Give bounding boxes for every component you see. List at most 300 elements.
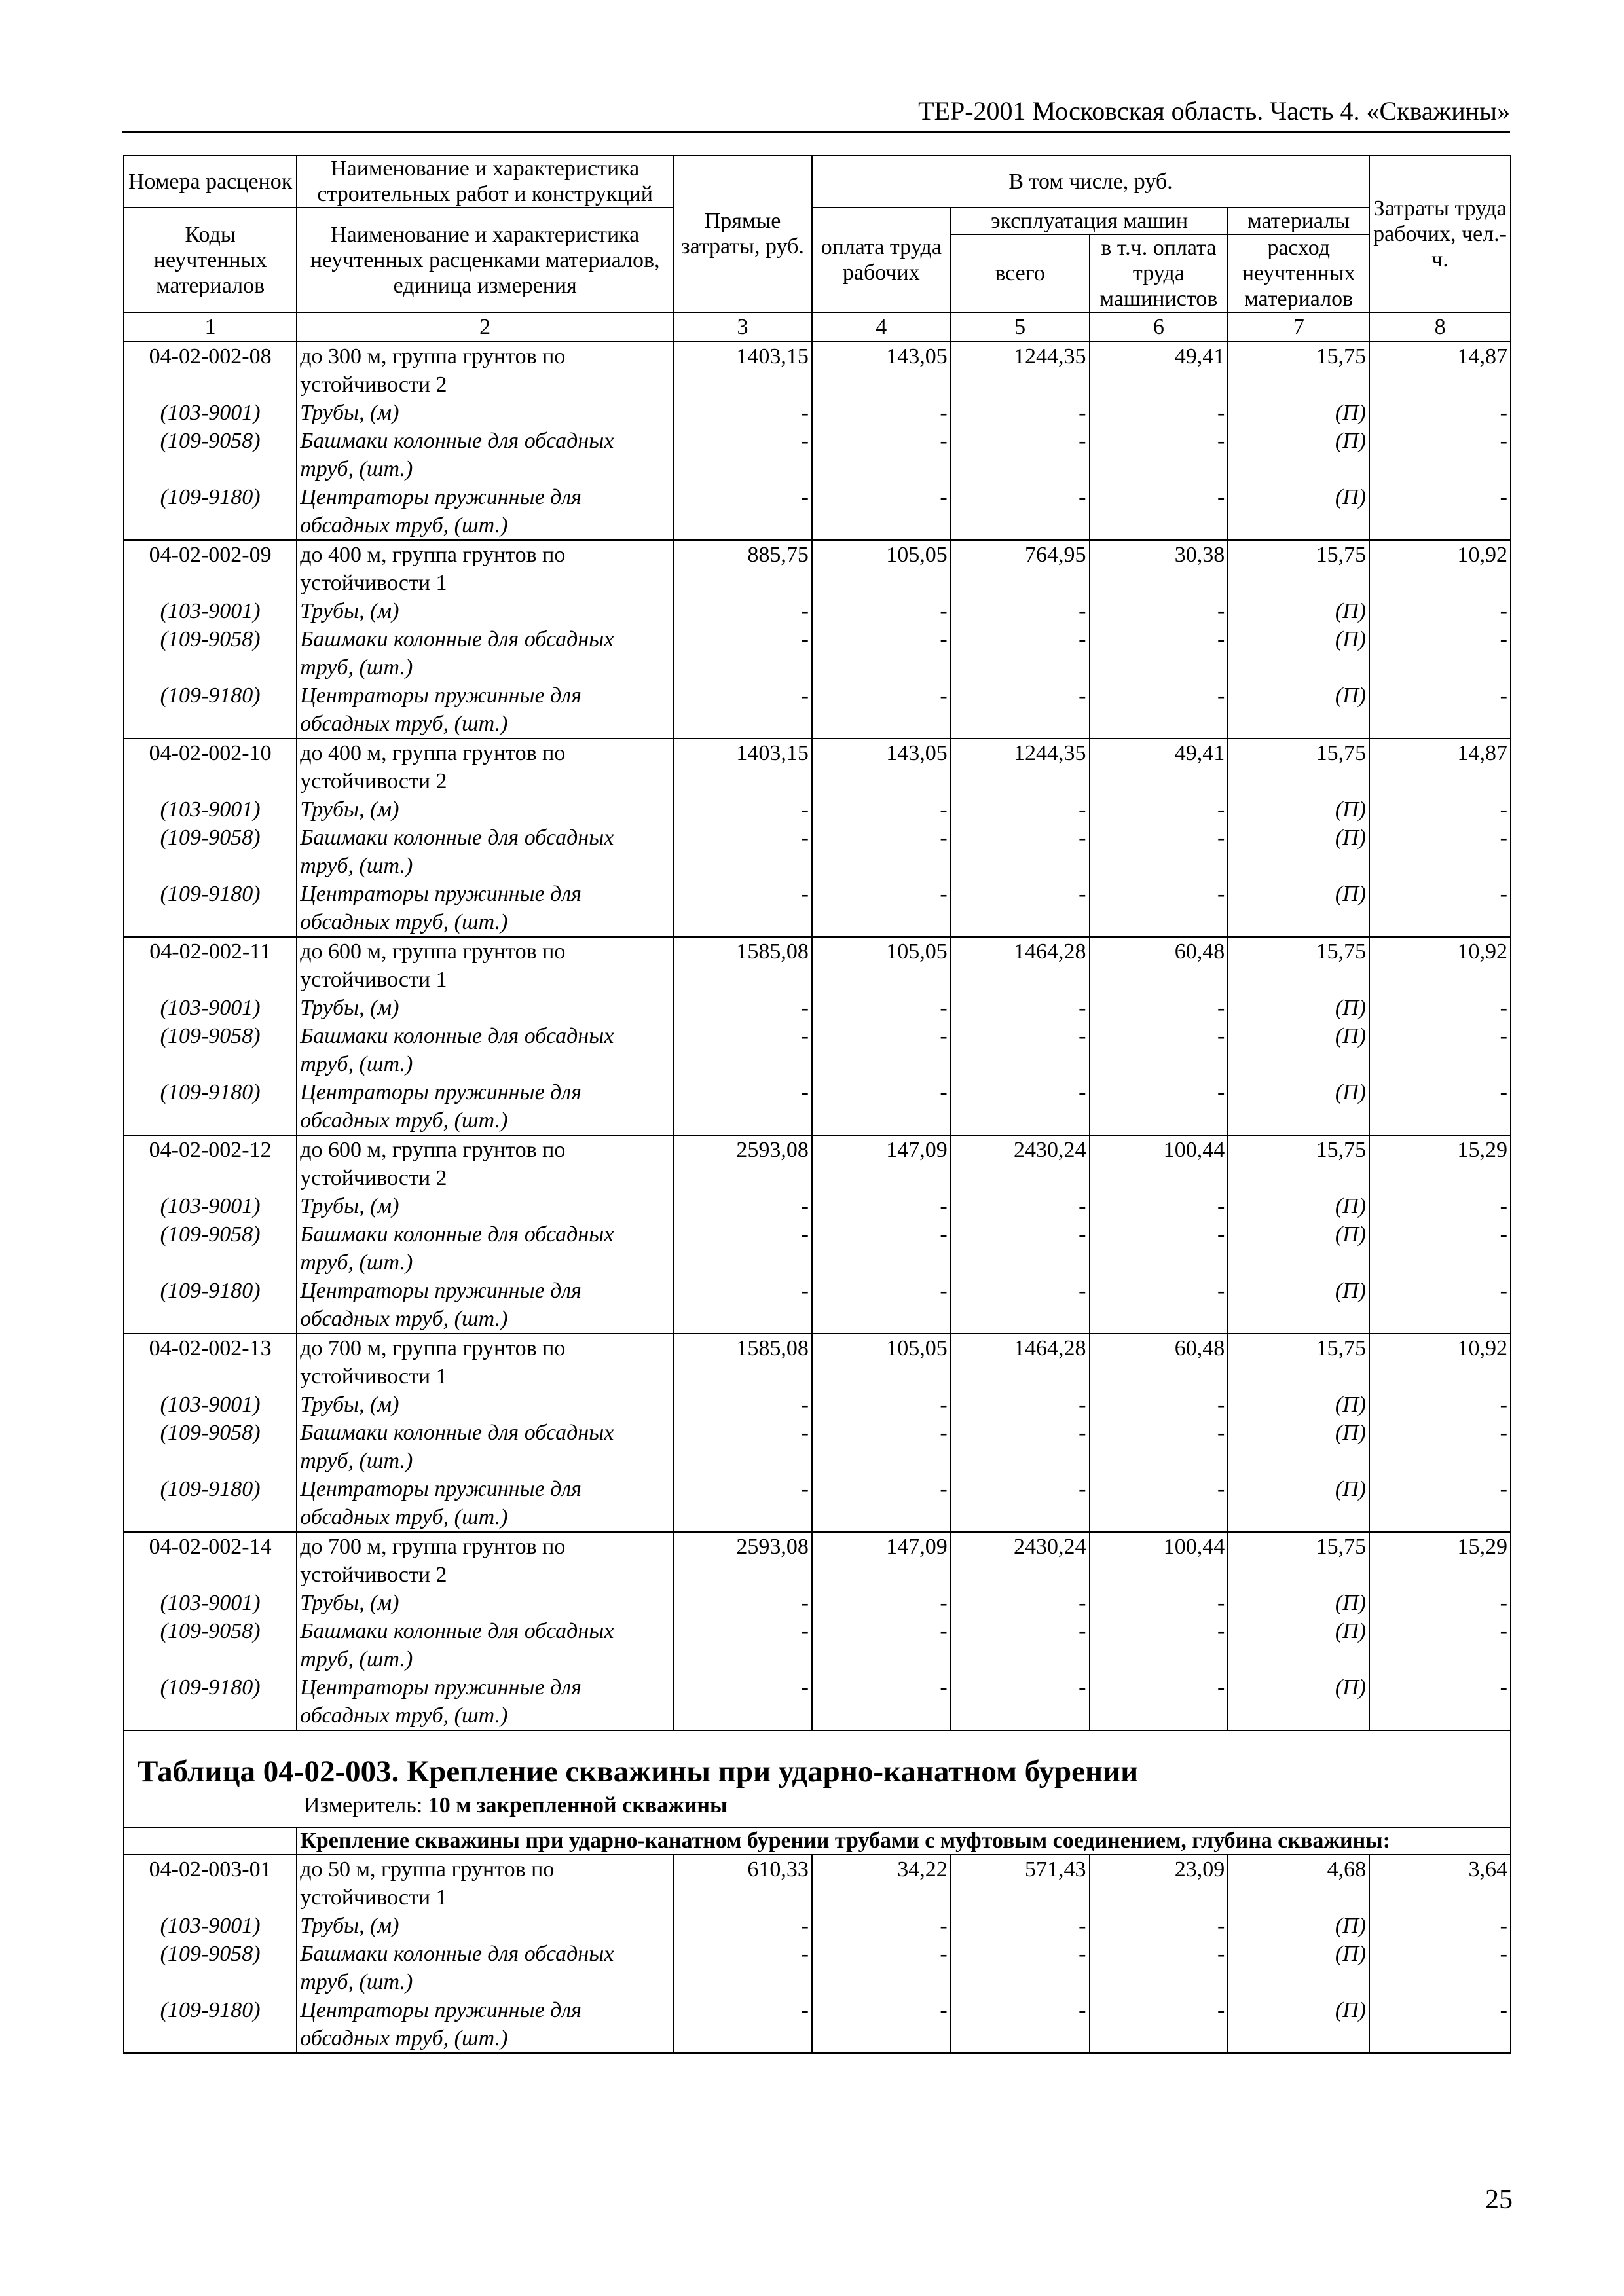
material-code: (103-9001): [124, 399, 297, 427]
direct-costs-value: 1403,15: [673, 342, 812, 399]
labor-costs-header: Затраты труда рабочих, чел.-ч.: [1369, 155, 1511, 312]
rate-code: 04-02-002-11: [124, 937, 297, 994]
column-numbers-row: [124, 312, 1511, 342]
material-marker: (П): [1228, 795, 1369, 824]
labor-costs-value: 10,92: [1369, 540, 1511, 597]
dash-cell: -: [951, 880, 1090, 937]
material-row: [124, 1277, 1511, 1334]
dash-cell: -: [1090, 399, 1228, 427]
column-number: 5: [951, 312, 1090, 342]
dash-cell: -: [1090, 1419, 1228, 1475]
dash-cell: -: [1369, 483, 1511, 540]
material-code: (109-9058): [124, 1419, 297, 1475]
workers-pay-value: 143,05: [812, 738, 951, 795]
material-name: Трубы, (м): [297, 399, 673, 427]
measure-value: 10 м закрепленной скважины: [428, 1793, 728, 1817]
operators-pay-value: 100,44: [1090, 1532, 1228, 1589]
dash-cell: -: [812, 1419, 951, 1475]
material-code: (109-9058): [124, 625, 297, 682]
dash-cell: -: [812, 1589, 951, 1617]
direct-costs-header: Прямые затраты, руб.: [673, 155, 812, 312]
dash-cell: -: [951, 1022, 1090, 1078]
material-name: Центраторы пружинные для обсадных труб, (шт.): [297, 682, 673, 738]
dash-cell: -: [951, 483, 1090, 540]
material-marker: (П): [1228, 1419, 1369, 1475]
table-title: Таблица 04-02-003. Крепление скважины при ударно-канатном бурении: [138, 1755, 1139, 1789]
material-name: Центраторы пружинные для обсадных труб, (шт.): [297, 1078, 673, 1135]
material-name: Башмаки колонные для обсадных труб, (шт.): [297, 1022, 673, 1078]
machine-operation-header: эксплуатация машин: [951, 208, 1228, 234]
dash-cell: -: [1090, 427, 1228, 483]
operators-pay-value: 100,44: [1090, 1135, 1228, 1192]
labor-costs-value: 14,87: [1369, 342, 1511, 399]
dash-cell: -: [673, 1589, 812, 1617]
rate-row: [124, 1532, 1511, 1589]
material-name: Трубы, (м): [297, 1192, 673, 1220]
dash-cell: -: [951, 399, 1090, 427]
dash-cell: -: [1090, 1617, 1228, 1673]
dash-cell: -: [951, 597, 1090, 625]
dash-cell: -: [1369, 1192, 1511, 1220]
dash-cell: -: [1090, 483, 1228, 540]
material-code: (109-9058): [124, 427, 297, 483]
material-row: [124, 1617, 1511, 1673]
rate-row: [124, 540, 1511, 597]
rate-name: до 300 м, группа грунтов по устойчивости 2: [297, 342, 673, 399]
materials-value: 15,75: [1228, 342, 1369, 399]
dash-cell: -: [1369, 399, 1511, 427]
dash-cell: -: [673, 1673, 812, 1730]
dash-cell: -: [812, 1078, 951, 1135]
dash-cell: -: [673, 1996, 812, 2053]
dash-cell: -: [1369, 880, 1511, 937]
material-code: (109-9180): [124, 1996, 297, 2053]
dash-cell: -: [1090, 1912, 1228, 1940]
dash-cell: -: [1369, 682, 1511, 738]
dash-cell: -: [1090, 824, 1228, 880]
dash-cell: -: [812, 625, 951, 682]
dash-cell: -: [812, 1475, 951, 1532]
material-marker: (П): [1228, 1996, 1369, 2053]
column-number: 7: [1228, 312, 1369, 342]
material-name: Трубы, (м): [297, 1589, 673, 1617]
dash-cell: -: [1090, 795, 1228, 824]
machines-total-value: 2430,24: [951, 1532, 1090, 1589]
material-marker: (П): [1228, 1022, 1369, 1078]
dash-cell: -: [812, 880, 951, 937]
material-marker: (П): [1228, 824, 1369, 880]
dash-cell: -: [1090, 1022, 1228, 1078]
dash-cell: -: [1369, 597, 1511, 625]
materials-header: материалы: [1228, 208, 1369, 234]
machines-total-value: 1464,28: [951, 937, 1090, 994]
material-row: [124, 597, 1511, 625]
dash-cell: -: [1369, 625, 1511, 682]
measure-label: Измеритель:: [304, 1793, 423, 1817]
material-code: (103-9001): [124, 1912, 297, 1940]
material-name: Трубы, (м): [297, 1391, 673, 1419]
dash-cell: -: [673, 795, 812, 824]
material-row: [124, 1391, 1511, 1419]
dash-cell: -: [812, 1022, 951, 1078]
rate-row: [124, 342, 1511, 399]
material-code: (109-9058): [124, 1022, 297, 1078]
dash-cell: -: [1090, 1996, 1228, 2053]
col1-bottom-header: Коды неучтенных материалов: [124, 208, 297, 312]
dash-cell: -: [951, 1673, 1090, 1730]
material-name: Трубы, (м): [297, 994, 673, 1022]
operators-pay-header: в т.ч. оплата труда машинистов: [1090, 234, 1228, 312]
material-marker: (П): [1228, 1475, 1369, 1532]
material-code: (103-9001): [124, 795, 297, 824]
dash-cell: -: [673, 1078, 812, 1135]
dash-cell: -: [673, 1475, 812, 1532]
material-row: [124, 682, 1511, 738]
material-row: [124, 1022, 1511, 1078]
material-row: [124, 880, 1511, 937]
material-row: [124, 427, 1511, 483]
material-name: Центраторы пружинные для обсадных труб, (шт.): [297, 880, 673, 937]
rate-name: до 600 м, группа грунтов по устойчивости 1: [297, 937, 673, 994]
material-code: (109-9058): [124, 1220, 297, 1277]
materials-value: 15,75: [1228, 1334, 1369, 1391]
material-marker: (П): [1228, 625, 1369, 682]
page-number: 25: [1485, 2185, 1513, 2215]
column-number: 3: [673, 312, 812, 342]
dash-cell: -: [673, 1912, 812, 1940]
rate-row: [124, 1855, 1511, 1912]
column-number: 1: [124, 312, 297, 342]
direct-costs-value: 610,33: [673, 1855, 812, 1912]
rate-code: 04-02-002-09: [124, 540, 297, 597]
material-code: (103-9001): [124, 994, 297, 1022]
material-marker: (П): [1228, 1940, 1369, 1996]
table-003-heading-row: [124, 1730, 1511, 1827]
machines-total-value: 764,95: [951, 540, 1090, 597]
material-code: (103-9001): [124, 1192, 297, 1220]
materials-value: 15,75: [1228, 937, 1369, 994]
dash-cell: -: [812, 994, 951, 1022]
dash-cell: -: [1369, 994, 1511, 1022]
rate-code: 04-02-003-01: [124, 1855, 297, 1912]
dash-cell: -: [1369, 1617, 1511, 1673]
dash-cell: -: [1369, 427, 1511, 483]
dash-cell: -: [1369, 1673, 1511, 1730]
dash-cell: -: [673, 427, 812, 483]
material-code: (109-9058): [124, 1940, 297, 1996]
header-row-1: [124, 155, 1511, 208]
material-code: (109-9180): [124, 1475, 297, 1532]
rate-code: 04-02-002-13: [124, 1334, 297, 1391]
material-marker: (П): [1228, 1277, 1369, 1334]
dash-cell: -: [951, 1277, 1090, 1334]
labor-costs-value: 14,87: [1369, 738, 1511, 795]
workers-pay-value: 105,05: [812, 540, 951, 597]
rate-code: 04-02-002-08: [124, 342, 297, 399]
dash-cell: -: [951, 1589, 1090, 1617]
material-row: [124, 483, 1511, 540]
machines-total-value: 1244,35: [951, 342, 1090, 399]
dash-cell: -: [1090, 1940, 1228, 1996]
material-name: Башмаки колонные для обсадных труб, (шт.): [297, 1617, 673, 1673]
material-marker: (П): [1228, 1192, 1369, 1220]
rate-code: 04-02-002-14: [124, 1532, 297, 1589]
rate-name: до 600 м, группа грунтов по устойчивости 2: [297, 1135, 673, 1192]
column-number: 2: [297, 312, 673, 342]
dash-cell: -: [1090, 682, 1228, 738]
dash-cell: -: [673, 597, 812, 625]
rate-name: до 700 м, группа грунтов по устойчивости 2: [297, 1532, 673, 1589]
materials-value: 15,75: [1228, 540, 1369, 597]
material-marker: (П): [1228, 1912, 1369, 1940]
material-name: Центраторы пружинные для обсадных труб, (шт.): [297, 1277, 673, 1334]
dash-cell: -: [951, 1912, 1090, 1940]
measure-line: [138, 1791, 1497, 1820]
dash-cell: -: [1369, 1475, 1511, 1532]
dash-cell: -: [1090, 1475, 1228, 1532]
dash-cell: -: [951, 1192, 1090, 1220]
material-row: [124, 1673, 1511, 1730]
material-row: [124, 1940, 1511, 1996]
machines-total-value: 1464,28: [951, 1334, 1090, 1391]
group-title: Крепление скважины при ударно-канатном бурении трубами с муфтовым соединением, глубина скважины:: [297, 1827, 1511, 1855]
direct-costs-value: 1585,08: [673, 1334, 812, 1391]
labor-costs-value: 10,92: [1369, 937, 1511, 994]
dash-cell: -: [951, 1419, 1090, 1475]
dash-cell: -: [673, 1022, 812, 1078]
dash-cell: -: [673, 1940, 812, 1996]
material-marker: (П): [1228, 1391, 1369, 1419]
material-marker: (П): [1228, 880, 1369, 937]
dash-cell: -: [812, 1617, 951, 1673]
dash-cell: -: [1090, 625, 1228, 682]
labor-costs-value: 15,29: [1369, 1532, 1511, 1589]
dash-cell: -: [673, 1391, 812, 1419]
dash-cell: -: [1090, 1391, 1228, 1419]
material-code: (109-9180): [124, 682, 297, 738]
material-row: [124, 1996, 1511, 2053]
material-row: [124, 1220, 1511, 1277]
dash-cell: -: [1090, 880, 1228, 937]
dash-cell: -: [1369, 1419, 1511, 1475]
material-marker: (П): [1228, 1078, 1369, 1135]
material-row: [124, 625, 1511, 682]
rate-code: 04-02-002-12: [124, 1135, 297, 1192]
workers-pay-value: 147,09: [812, 1532, 951, 1589]
dash-cell: -: [673, 1617, 812, 1673]
workers-pay-value: 147,09: [812, 1135, 951, 1192]
dash-cell: -: [951, 1078, 1090, 1135]
dash-cell: -: [812, 795, 951, 824]
dash-cell: -: [812, 483, 951, 540]
column-number: 8: [1369, 312, 1511, 342]
material-code: (109-9180): [124, 1078, 297, 1135]
dash-cell: -: [951, 795, 1090, 824]
dash-cell: -: [1090, 597, 1228, 625]
rate-row: [124, 1334, 1511, 1391]
material-name: Трубы, (м): [297, 1912, 673, 1940]
header-row-2: [124, 208, 1511, 234]
dash-cell: -: [951, 1475, 1090, 1532]
material-marker: (П): [1228, 483, 1369, 540]
material-row: [124, 795, 1511, 824]
dash-cell: -: [673, 824, 812, 880]
material-name: Центраторы пружинные для обсадных труб, (шт.): [297, 1673, 673, 1730]
dash-cell: -: [812, 399, 951, 427]
material-marker: (П): [1228, 994, 1369, 1022]
material-marker: (П): [1228, 427, 1369, 483]
dash-cell: -: [673, 1419, 812, 1475]
material-code: (109-9058): [124, 1617, 297, 1673]
machines-total-header: всего: [951, 234, 1090, 312]
dash-cell: -: [812, 1673, 951, 1730]
material-row: [124, 824, 1511, 880]
material-row: [124, 1078, 1511, 1135]
rate-code: 04-02-002-10: [124, 738, 297, 795]
dash-cell: -: [951, 824, 1090, 880]
material-code: (103-9001): [124, 1589, 297, 1617]
rate-row: [124, 738, 1511, 795]
running-header: ТЕР-2001 Московская область. Часть 4. «Скважины»: [918, 96, 1510, 126]
group-title-row: [124, 1827, 1511, 1855]
dash-cell: -: [951, 427, 1090, 483]
labor-costs-value: 15,29: [1369, 1135, 1511, 1192]
labor-costs-value: 10,92: [1369, 1334, 1511, 1391]
materials-value: 4,68: [1228, 1855, 1369, 1912]
operators-pay-value: 49,41: [1090, 342, 1228, 399]
dash-cell: -: [1090, 1078, 1228, 1135]
material-name: Башмаки колонные для обсадных труб, (шт.): [297, 1220, 673, 1277]
dash-cell: -: [1369, 824, 1511, 880]
column-number: 4: [812, 312, 951, 342]
material-code: (103-9001): [124, 597, 297, 625]
dash-cell: -: [951, 1617, 1090, 1673]
dash-cell: -: [1369, 1277, 1511, 1334]
material-row: [124, 1589, 1511, 1617]
dash-cell: -: [812, 1391, 951, 1419]
material-code: (109-9058): [124, 824, 297, 880]
direct-costs-value: 1403,15: [673, 738, 812, 795]
operators-pay-value: 60,48: [1090, 1334, 1228, 1391]
materials-value: 15,75: [1228, 1135, 1369, 1192]
dash-cell: -: [673, 880, 812, 937]
material-marker: (П): [1228, 399, 1369, 427]
dash-cell: -: [812, 1192, 951, 1220]
material-name: Башмаки колонные для обсадных труб, (шт.): [297, 824, 673, 880]
material-name: Башмаки колонные для обсадных труб, (шт.): [297, 1419, 673, 1475]
machines-total-value: 1244,35: [951, 738, 1090, 795]
material-code: (109-9180): [124, 1277, 297, 1334]
dash-cell: -: [673, 1277, 812, 1334]
material-marker: (П): [1228, 682, 1369, 738]
dash-cell: -: [812, 1996, 951, 2053]
column-number: 6: [1090, 312, 1228, 342]
dash-cell: -: [673, 625, 812, 682]
material-name: Центраторы пружинные для обсадных труб, (шт.): [297, 1996, 673, 2053]
material-name: Центраторы пружинные для обсадных труб, (шт.): [297, 1475, 673, 1532]
header-rule: [122, 131, 1510, 133]
dash-cell: -: [673, 682, 812, 738]
dash-cell: -: [1369, 1940, 1511, 1996]
material-marker: (П): [1228, 1589, 1369, 1617]
dash-cell: -: [951, 1940, 1090, 1996]
rate-name: до 400 м, группа грунтов по устойчивости 1: [297, 540, 673, 597]
material-row: [124, 994, 1511, 1022]
direct-costs-value: 2593,08: [673, 1135, 812, 1192]
dash-cell: -: [951, 625, 1090, 682]
dash-cell: -: [673, 483, 812, 540]
direct-costs-value: 885,75: [673, 540, 812, 597]
material-name: Трубы, (м): [297, 597, 673, 625]
dash-cell: -: [673, 399, 812, 427]
operators-pay-value: 30,38: [1090, 540, 1228, 597]
materials-value: 15,75: [1228, 738, 1369, 795]
material-row: [124, 1192, 1511, 1220]
col2-top-header: Наименование и характеристика строительных работ и конструкций: [297, 155, 673, 208]
material-row: [124, 1912, 1511, 1940]
dash-cell: -: [812, 682, 951, 738]
rate-row: [124, 937, 1511, 994]
material-marker: (П): [1228, 1220, 1369, 1277]
rate-name: до 400 м, группа грунтов по устойчивости 2: [297, 738, 673, 795]
material-code: (109-9180): [124, 880, 297, 937]
machines-total-value: 571,43: [951, 1855, 1090, 1912]
material-row: [124, 1475, 1511, 1532]
dash-cell: -: [673, 994, 812, 1022]
dash-cell: -: [812, 1220, 951, 1277]
dash-cell: -: [1090, 1192, 1228, 1220]
dash-cell: -: [812, 1940, 951, 1996]
operators-pay-value: 23,09: [1090, 1855, 1228, 1912]
dash-cell: -: [1090, 1277, 1228, 1334]
machines-total-value: 2430,24: [951, 1135, 1090, 1192]
rate-name: до 50 м, группа грунтов по устойчивости 1: [297, 1855, 673, 1912]
operators-pay-value: 49,41: [1090, 738, 1228, 795]
workers-pay-value: 105,05: [812, 937, 951, 994]
labor-costs-value: 3,64: [1369, 1855, 1511, 1912]
dash-cell: -: [1369, 1912, 1511, 1940]
dash-cell: -: [1369, 1391, 1511, 1419]
rate-row: [124, 1135, 1511, 1192]
dash-cell: -: [1369, 1589, 1511, 1617]
material-name: Центраторы пружинные для обсадных труб, (шт.): [297, 483, 673, 540]
material-name: Трубы, (м): [297, 795, 673, 824]
material-marker: (П): [1228, 1617, 1369, 1673]
dash-cell: -: [1369, 795, 1511, 824]
col2-bottom-header: Наименование и характеристика неучтенных расценками материалов, единица измерения: [297, 208, 673, 312]
material-row: [124, 399, 1511, 427]
dash-cell: -: [951, 1391, 1090, 1419]
dash-cell: -: [812, 1912, 951, 1940]
materials-value: 15,75: [1228, 1532, 1369, 1589]
material-name: Башмаки колонные для обсадных труб, (шт.): [297, 1940, 673, 1996]
dash-cell: -: [951, 1220, 1090, 1277]
dash-cell: -: [812, 427, 951, 483]
workers-pay-value: 105,05: [812, 1334, 951, 1391]
dash-cell: -: [1369, 1078, 1511, 1135]
dash-cell: -: [1369, 1022, 1511, 1078]
material-code: (109-9180): [124, 1673, 297, 1730]
material-name: Башмаки колонные для обсадных труб, (шт.): [297, 625, 673, 682]
table-003-heading: [124, 1730, 1511, 1827]
dash-cell: -: [1369, 1996, 1511, 2053]
dash-cell: -: [812, 824, 951, 880]
unaccounted-materials-header: расход неучтенных материалов: [1228, 234, 1369, 312]
workers-pay-header: оплата труда рабочих: [812, 208, 951, 312]
dash-cell: -: [1090, 994, 1228, 1022]
price-table: [123, 155, 1511, 2054]
rate-name: до 700 м, группа грунтов по устойчивости 1: [297, 1334, 673, 1391]
